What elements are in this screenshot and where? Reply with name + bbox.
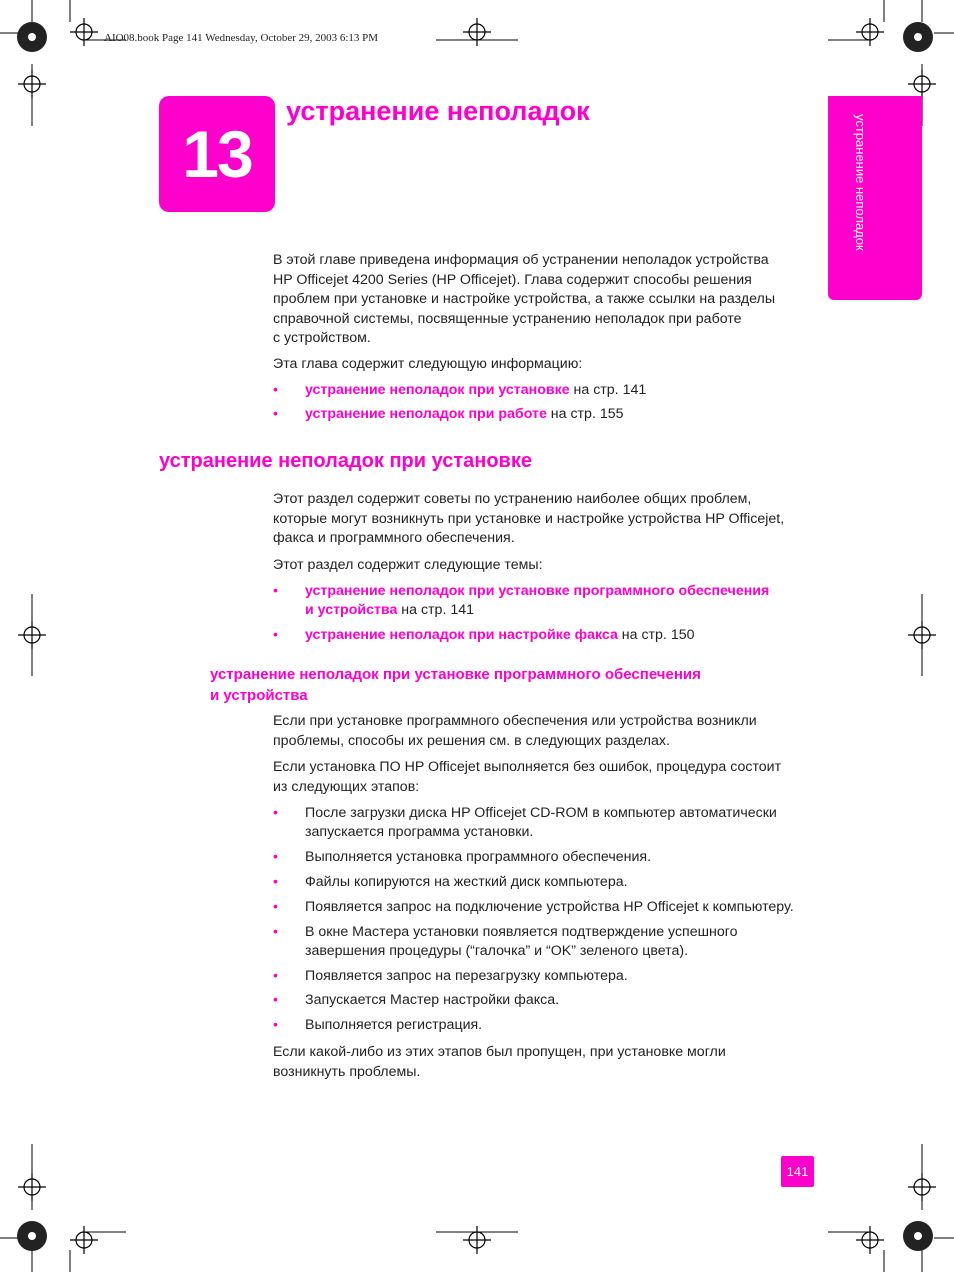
step-text: В окне Мастера установки появляется подтверждение успешного (305, 924, 738, 940)
page-ref: на стр. 150 (617, 627, 695, 643)
print-header: AIO08.book Page 141 Wednesday, October 29, 2003 6:13 PM (104, 32, 379, 44)
bullet-icon: • (273, 583, 278, 599)
link-software-install-troubleshooting[interactable]: устранение неполадок при установке программного обеспечения (305, 583, 770, 599)
intro-paragraph (273, 251, 818, 349)
chapter-number: 13 (182, 117, 252, 191)
step-text: Запускается Мастер настройки факса. (305, 992, 560, 1008)
page-ref: на стр. 141 (397, 602, 475, 618)
section-line: Этот раздел содержит советы по устранению наиболее общих проблем, (273, 491, 752, 507)
link-setup-troubleshooting[interactable]: устранение неполадок при установке (305, 382, 570, 398)
intro-lead: Эта глава содержит следующую информацию: (273, 356, 583, 372)
bullet-icon: • (273, 992, 278, 1008)
step-text: Выполняется регистрация. (305, 1017, 483, 1033)
section-title: устранение неполадок при установке (159, 450, 532, 472)
subsection-title (210, 664, 770, 706)
step-text: Файлы копируются на жесткий диск компьютера. (305, 874, 628, 890)
bullet-icon: • (273, 874, 278, 890)
page-ref: на стр. 155 (546, 406, 624, 422)
link-fax-setup-troubleshooting[interactable]: устранение неполадок при настройке факса (305, 627, 618, 643)
bullet-icon: • (273, 924, 278, 940)
intro-line: справочной системы, посвященные устранению неполадок при работе (273, 310, 742, 327)
intro-line: с устройством. (273, 330, 371, 346)
bullet-icon: • (273, 406, 278, 422)
paragraph-line: Если какой-либо из этих этапов был пропущен, при установке могли (273, 1044, 726, 1060)
section-lead: Этот раздел содержит следующие темы: (273, 557, 543, 573)
bullet-icon: • (273, 849, 278, 865)
step-text: завершения процедуры (“галочка” и “OK” зеленого цвета). (305, 943, 689, 959)
bullet-icon: • (273, 1017, 278, 1033)
step-text: После загрузки диска HP Officejet CD-ROM в компьютер автоматически (305, 805, 777, 821)
step-text: Выполняется установка программного обеспечения. (305, 849, 652, 865)
chapter-number-box (159, 96, 275, 212)
subsection-paragraph (273, 758, 818, 797)
paragraph-line: возникнуть проблемы. (273, 1063, 421, 1080)
subsection-paragraph (273, 712, 818, 751)
bullet-icon: • (273, 899, 278, 915)
step-text: Появляется запрос на перезагрузку компьютера. (305, 968, 628, 984)
section-line: которые могут возникнуть при установке и настройке устройства HP Officejet, (273, 510, 785, 527)
side-tab (828, 96, 922, 300)
step-text: Появляется запрос на подключение устройства HP Officejet к компьютеру. (305, 899, 794, 915)
bullet-icon: • (273, 627, 278, 643)
link-operation-troubleshooting[interactable]: устранение неполадок при работе (305, 406, 547, 422)
paragraph-line: Если установка ПО HP Officejet выполняется без ошибок, процедура состоит (273, 759, 782, 775)
closing-paragraph (273, 1043, 818, 1082)
page-ref: на стр. 141 (569, 382, 647, 398)
paragraph-line: Если при установке программного обеспечения или устройства возникли (273, 713, 757, 729)
paragraph-line: проблемы, способы их решения см. в следующих разделах. (273, 732, 670, 749)
subsection-title-line: и устройства (210, 687, 308, 704)
intro-line: В этой главе приведена информация об устранении неполадок устройства (273, 252, 769, 268)
bullet-icon: • (273, 382, 278, 398)
paragraph-line: из следующих этапов: (273, 778, 420, 795)
intro-line: HP Officejet 4200 Series (HP Officejet). Глава содержит способы решения (273, 271, 752, 288)
bullet-icon: • (273, 968, 278, 984)
section-paragraph (273, 490, 818, 549)
subsection-title-line: устранение неполадок при установке программного обеспечения (210, 666, 701, 683)
section-line: факса и программного обеспечения. (273, 530, 515, 546)
side-tab-label: устранение неполадок (853, 114, 868, 251)
step-text: запускается программа установки. (305, 824, 534, 840)
intro-line: проблем при установке и настройке устройства, а также ссылки на разделы (273, 291, 776, 307)
link-software-install-troubleshooting-cont[interactable]: и устройства (305, 602, 398, 618)
bullet-icon: • (273, 805, 278, 821)
page-number: 141 (786, 1164, 809, 1179)
chapter-title: устранение неполадок (286, 96, 590, 126)
page-number-badge (781, 1156, 814, 1187)
